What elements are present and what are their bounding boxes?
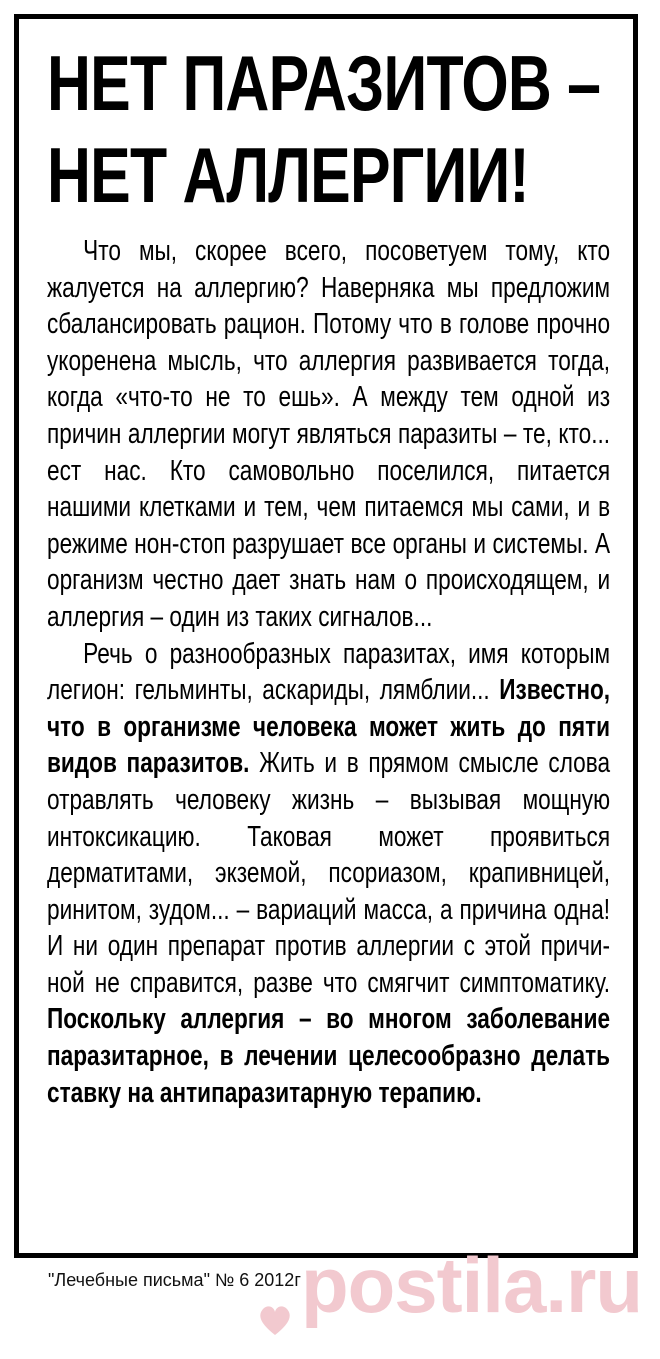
article-clipping: [14, 14, 638, 1258]
headline: [47, 37, 610, 221]
paragraph-2-text-2: Жить и в прямом смысле слова отравлять человеку жизнь – вызывая мощную интоксикацию. Таковая может проявиться дерматитами, экземой, псориазом, крапивницей, ринитом, зудом... – вариаций масса, а причина одна! И ни один препарат против аллергии с этой причиной не справится, разве что смягчит симптоматику.: [47, 747, 611, 999]
headline-line-1: НЕТ ПАРАЗИТОВ –: [47, 39, 601, 127]
paragraph-2-bold-1: Известно, что в организме человека может жить до пяти видов паразитов.: [47, 674, 611, 780]
paragraph-2: [47, 636, 610, 1112]
paragraph-2-bold-2: Поскольку аллергия – во многом заболевание паразитарное, в лечении целесообразно делать ставку на антипаразитарную терапию.: [47, 1003, 611, 1109]
source-citation: "Лечебные письма" № 6 2012г: [48, 1270, 301, 1290]
paragraph-2-text-1: Речь о разнообразных паразитах, имя которым легион: гельминты, аскариды, лямблии...: [47, 637, 611, 707]
article-body: [47, 233, 610, 1111]
headline-line-2: НЕТ АЛЛЕРГИИ!: [47, 131, 529, 219]
paragraph-1: Что мы, скорее всего, посоветуем тому, кто жалуется на аллергию? Наверняка мы предложим сбалансировать рацион. Потому что в голове прочно укоренена мысль, что аллергия развивается тогда, когда «что-то не то ешь». А между тем одной из причин аллергии могут являться паразиты – те, кто... ест нас. Кто самовольно поселился, питается нашими клетками и тем, чем питаемся мы сами, и в режиме нон-стоп разрушает все органы и системы. А организм честно дает знать нам о происходящем, и аллергия – один из таких сигналов...: [47, 235, 611, 633]
watermark-text: postila.ru: [300, 1241, 642, 1329]
